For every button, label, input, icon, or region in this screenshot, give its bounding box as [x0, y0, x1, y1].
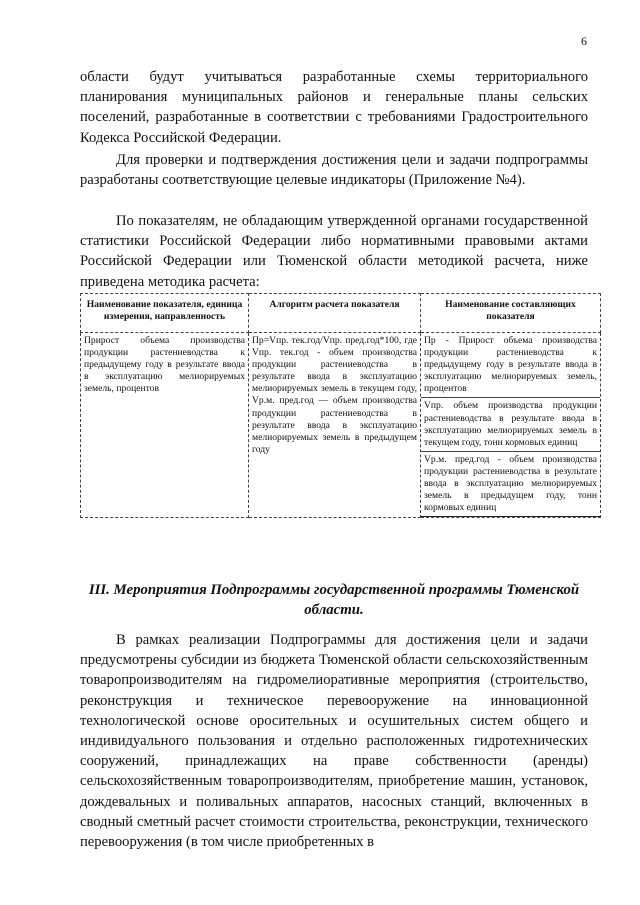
cell-indicator-name: Прирост объема производства продукции растениеводства к предыдущему году в результате ввода в эксплуатацию мелиорируемых земель, процентов: [81, 333, 249, 518]
paragraph-indicators: Для проверки и подтверждения достижения цели и задачи подпрограммы разработаны соответствующие целевые индикаторы (Приложение №4).: [80, 152, 588, 189]
component-previous-volume: Vр.м. пред.год - объем производства продукции растениеводства в результате ввода в эксплуатацию мелиорируемых земель в предыдущем году, тонн кормовых единиц: [421, 452, 600, 517]
component-growth: Пр - Прирост объема производства продукции растениеводства к предыдущему году в результате ввода в эксплуатацию мелиорируемых земель, процентов: [421, 333, 600, 398]
component-current-volume: Vпр. объем производства продукции растениеводства в результате ввода в эксплуатацию мелиорируемых земель в текущем году, тонн кормовых единиц: [421, 398, 600, 451]
paragraph-subsidies: В рамках реализации Подпрограммы для достижения цели и задачи предусмотрены субсидии из бюджета Тюменской области сельскохозяйственным товаропроизводителям на гидромелиоративные мероприятия (строительство, реконструкция и техническое перевооружение на инновационной технологической основе оросительных и осушительных систем общего и индивидуального пользования и отдельно расположенных гидротехнических сооружений, принадлежащих на праве собственности (аренды) сельскохозяйственным товаропроизводителям, приобретение машин, установок, дождевальных и поливальных аппаратов, насосных станций, включенных в сводный сметный расчет стоимости строительства, реконструкции, технического перевооружения (в том числе приобретенных в: [80, 632, 588, 851]
header-components: Наименование составляющих показателя: [421, 294, 601, 333]
header-algorithm: Алгоритм расчета показателя: [249, 294, 421, 333]
indicator-methodology-table: [80, 293, 601, 518]
table-header-row: [81, 294, 601, 333]
page-number: 6: [581, 34, 587, 48]
section-heading: III. Мероприятия Подпрограммы государственной программы Тюменской области.: [88, 582, 580, 618]
cell-algorithm: Пр=Vпр. тек.год/Vпр. пред.год*100, где Vпр. тек.год - объем производства продукции растениеводства в результате ввода в эксплуатацию мелиорируемых земель в текущем году, Vр.м. пред.год — объем производства продукции растениеводства в результате ввода в эксплуатацию мелиорируемых земель в предыдущем году: [249, 333, 421, 518]
paragraph-methodology: По показателям, не обладающим утвержденной органами государственной статистики Российской Федерации либо нормативными правовыми актами Российской Федерации или Тюменской области методикой расчета, ниже приведена методика расчета:: [80, 213, 588, 290]
cell-components: [421, 333, 601, 518]
paragraph-planning: области будут учитываться разработанные схемы территориального планирования муниципальных районов и генеральные планы сельских поселений, разработанные в соответствии с требованиями Градостроительного Кодекса Российской Федерации.: [80, 69, 588, 146]
table-row: [81, 333, 601, 518]
header-indicator-name: Наименование показателя, единица измерения, направленность: [81, 294, 249, 333]
